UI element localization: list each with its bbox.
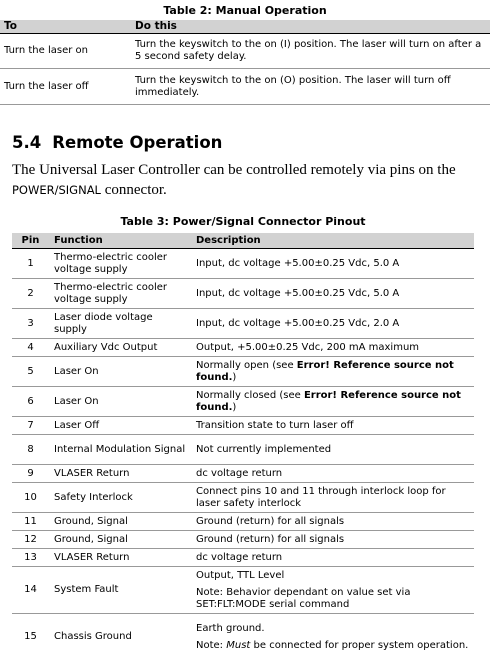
table-row bbox=[12, 435, 474, 465]
table-row bbox=[12, 614, 474, 661]
reference-error-text: Error! Reference source not found. bbox=[196, 360, 454, 383]
pin-number: 11 bbox=[12, 513, 49, 531]
pin-function: Auxiliary Vdc Output bbox=[49, 339, 191, 357]
pin-description: dc voltage return bbox=[191, 465, 474, 483]
manual-operation-table bbox=[0, 4, 490, 105]
pin-function: Chassis Ground bbox=[54, 631, 132, 643]
table-row bbox=[12, 483, 474, 513]
table-row bbox=[12, 465, 474, 483]
pin-function: Internal Modulation Signal bbox=[49, 435, 191, 465]
pin-description: Output, +5.00±0.25 Vdc, 200 mA maximum bbox=[191, 339, 474, 357]
pin-function: Ground, Signal bbox=[49, 513, 191, 531]
paragraph-text: connector. bbox=[100, 182, 167, 198]
pin-description: Transition state to turn laser off bbox=[191, 417, 474, 435]
table-row bbox=[12, 531, 474, 549]
pin-description: Input, dc voltage +5.00±0.25 Vdc, 2.0 A bbox=[191, 309, 474, 339]
pin-number: 8 bbox=[12, 435, 49, 465]
description-text: Normally closed (see bbox=[196, 390, 304, 401]
pin-function: Thermo-electric cooler voltage supply bbox=[49, 249, 191, 279]
emphasis-text: Must bbox=[226, 640, 251, 651]
connector-pinout-table bbox=[12, 215, 474, 660]
table-cell: Turn the keyswitch to the on (O) position. The laser will turn off immediately. bbox=[131, 69, 490, 105]
description-text: Earth ground. bbox=[196, 622, 265, 634]
table-row bbox=[12, 513, 474, 531]
section-heading bbox=[12, 133, 222, 152]
table-row bbox=[12, 357, 474, 387]
description-note: Note: Must be connected for proper system operation. bbox=[196, 640, 469, 651]
column-header: Do this bbox=[131, 20, 490, 34]
pin-function: Laser Off bbox=[49, 417, 191, 435]
pin-description bbox=[191, 357, 474, 387]
section-number: 5.4 bbox=[12, 133, 42, 152]
table-row bbox=[0, 34, 490, 69]
table-row bbox=[12, 339, 474, 357]
description-text: Output, TTL Level bbox=[196, 569, 285, 581]
pin-description bbox=[191, 387, 474, 417]
connector-name: POWER/SIGNAL bbox=[12, 183, 101, 197]
pin-function: VLASER Return bbox=[49, 549, 191, 567]
table-row bbox=[0, 69, 490, 105]
pin-number: 7 bbox=[12, 417, 49, 435]
description-text: ) bbox=[232, 371, 237, 383]
table-row bbox=[12, 279, 474, 309]
pin-function: Laser On bbox=[49, 387, 191, 417]
table-caption: Table 2: Manual Operation bbox=[163, 4, 327, 17]
body-paragraph bbox=[12, 160, 482, 200]
table-row bbox=[12, 309, 474, 339]
table-row bbox=[12, 417, 474, 435]
pin-number: 9 bbox=[12, 465, 49, 483]
pin-description: Not currently implemented bbox=[191, 435, 474, 465]
pin-function: VLASER Return bbox=[49, 465, 191, 483]
pin-number: 2 bbox=[12, 279, 49, 309]
table-row bbox=[12, 567, 474, 614]
pin-description: dc voltage return bbox=[191, 549, 474, 567]
pin-function: Laser diode voltage supply bbox=[49, 309, 191, 339]
description-text: Normally open (see bbox=[196, 360, 297, 371]
pin-number: 15 bbox=[24, 631, 37, 643]
table-row bbox=[12, 387, 474, 417]
paragraph-text: The Universal Laser Controller can be controlled remotely via pins on the bbox=[12, 162, 456, 178]
column-header: Description bbox=[191, 233, 474, 249]
pin-number: 5 bbox=[12, 357, 49, 387]
pin-description: Input, dc voltage +5.00±0.25 Vdc, 5.0 A bbox=[191, 249, 474, 279]
table-cell: Turn the keyswitch to the on (I) position. The laser will turn on after a 5 second safety delay. bbox=[131, 34, 490, 69]
pin-number: 10 bbox=[12, 483, 49, 513]
pin-description bbox=[191, 567, 474, 614]
pin-number: 12 bbox=[12, 531, 49, 549]
table-cell: Turn the laser on bbox=[0, 34, 131, 69]
table-row bbox=[12, 549, 474, 567]
table-caption: Table 3: Power/Signal Connector Pinout bbox=[120, 215, 366, 228]
pin-description: Ground (return) for all signals bbox=[191, 531, 474, 549]
description-text: ) bbox=[232, 401, 237, 413]
table-cell: Turn the laser off bbox=[0, 69, 131, 105]
pin-function: Safety Interlock bbox=[49, 483, 191, 513]
column-header: Pin bbox=[12, 233, 49, 249]
column-header: Function bbox=[49, 233, 191, 249]
pin-function: Ground, Signal bbox=[49, 531, 191, 549]
pin-number: 3 bbox=[12, 309, 49, 339]
description-note: Note: Behavior dependant on value set via SET:FLT:MODE serial command bbox=[196, 587, 411, 610]
pin-function: System Fault bbox=[49, 567, 191, 614]
pin-number: 13 bbox=[12, 549, 49, 567]
pin-function: Thermo-electric cooler voltage supply bbox=[49, 279, 191, 309]
pin-description bbox=[191, 614, 474, 661]
column-header: To bbox=[0, 20, 131, 34]
pin-function: Laser On bbox=[49, 357, 191, 387]
pin-description: Connect pins 10 and 11 through interlock loop for laser safety interlock bbox=[191, 483, 474, 513]
pin-number: 6 bbox=[12, 387, 49, 417]
pin-number: 1 bbox=[12, 249, 49, 279]
section-title: Remote Operation bbox=[52, 133, 223, 152]
table-row bbox=[12, 249, 474, 279]
pin-number: 14 bbox=[12, 567, 49, 614]
reference-error-text: Error! Reference source not found. bbox=[196, 390, 461, 413]
pin-number: 4 bbox=[12, 339, 49, 357]
pin-description: Input, dc voltage +5.00±0.25 Vdc, 5.0 A bbox=[191, 279, 474, 309]
pin-description: Ground (return) for all signals bbox=[191, 513, 474, 531]
